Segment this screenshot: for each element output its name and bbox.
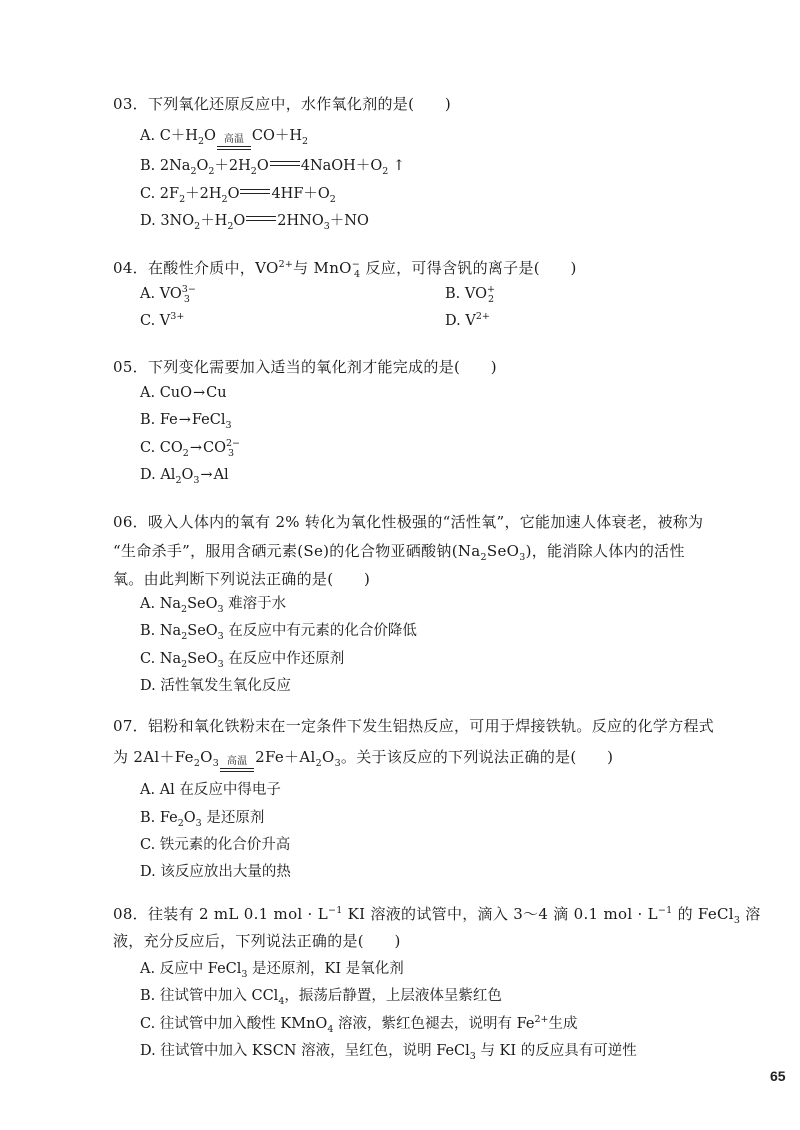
option-d[interactable]: D. $3NO_2+H_2O$ $2HNO_3+NO$: [140, 213, 369, 232]
option-d[interactable]: D. 该反应放出大量的热: [140, 864, 291, 880]
reaction-condition: 高温: [217, 135, 251, 150]
option-b[interactable]: B. Fe→FeCl$_3$: [140, 412, 232, 431]
option-c[interactable]: C. $V^{3+}$: [140, 311, 185, 329]
option-a[interactable]: A. $Na_2SeO_3$ 难溶于水: [140, 596, 287, 615]
option-a[interactable]: A. $C+H_2O$ 高温 $CO+H_2$: [140, 124, 308, 150]
option-c[interactable]: C. 铁元素的化合价升高: [140, 837, 291, 853]
option-a[interactable]: A. Al 在反应中得电子: [140, 782, 281, 798]
question-stem: 04．在酸性介质中，$VO^{2+}$与 MnO−$_4$ 反应，可得含钒的离子是( ): [113, 259, 577, 280]
option-b[interactable]: B. $Na_2SeO_3$ 在反应中有元素的化合价降低: [140, 623, 417, 642]
question-stem-line: 为 $2Al+Fe_2O_3$ 高温 $2Fe+Al_2O_3$。关于该反应的下列说法正确的是( ): [113, 746, 613, 772]
arrow-icon: →: [178, 412, 191, 428]
reaction-condition: 高温: [220, 757, 254, 772]
option-b[interactable]: B. $Fe_2O_3$ 是还原剂: [140, 810, 265, 829]
question-stem-line: 08．往装有 2 mL 0.1 mol · $L^{-1}$ KI 溶液的试管中，滴入 3～4 滴 0.1 mol · $L^{-1}$ 的 FeCl$_3$ 溶: [113, 905, 761, 926]
option-c[interactable]: C. $2F_2+2H_2O$ $4HF+O_2$: [140, 186, 336, 205]
option-b[interactable]: B. 往试管中加入 CCl$_4$，振荡后静置，上层液体呈紫红色: [140, 988, 502, 1007]
question-stem-line: 07．铝粉和氧化铁粉末在一定条件下发生铝热反应，可用于焊接铁轨。反应的化学方程式: [113, 717, 715, 735]
question-stem: 05．下列变化需要加入适当的氧化剂才能完成的是( ): [113, 358, 497, 376]
page-number: 65: [770, 1068, 786, 1084]
option-b[interactable]: B. $VO^+_2$: [445, 284, 495, 305]
option-c[interactable]: C. 往试管中加入酸性 KMnO$_4$ 溶液，紫红色褪去，说明有 $Fe^{2+}$生成: [140, 1014, 578, 1035]
option-d[interactable]: D. 活性氧发生氧化反应: [140, 678, 291, 694]
arrow-icon: →: [200, 467, 213, 483]
option-d[interactable]: D. $V^{2+}$: [445, 311, 490, 329]
question-stem-line: 06．吸入人体内的氧有 2% 转化为氧化性极强的“活性氧”，它能加速人体衰老，被称为: [113, 513, 704, 531]
question-stem-line: 液，充分反应后，下列说法正确的是( ): [113, 932, 401, 950]
arrow-icon: →: [189, 440, 202, 456]
option-b[interactable]: B. $2Na_2O_2+2H_2O$ $4NaOH+O_2$ ↑: [140, 158, 406, 177]
arrow-icon: →: [193, 385, 206, 401]
option-c[interactable]: C. $Na_2SeO_3$ 在反应中作还原剂: [140, 651, 345, 670]
option-a[interactable]: A. 反应中 FeCl$_3$ 是还原剂，KI 是氧化剂: [140, 961, 404, 980]
option-d[interactable]: D. $Al_2O_3\to Al$: [140, 467, 229, 486]
question-stem-line: 氧。由此判断下列说法正确的是( ): [113, 570, 371, 588]
option-d[interactable]: D. 往试管中加入 KSCN 溶液，呈红色，说明 FeCl$_3$ 与 KI 的反应具有可逆性: [140, 1043, 637, 1062]
gas-arrow-icon: ↑: [392, 158, 406, 174]
question-stem-line: “生命杀手”，服用含硒元素(Se)的化合物亚硒酸钠$(Na_2SeO_3)$，能消除人体内的活性: [113, 542, 685, 563]
option-a[interactable]: A. CuO→Cu: [140, 385, 227, 401]
question-stem: 03．下列氧化还原反应中，水作氧化剂的是( ): [113, 95, 451, 113]
option-c[interactable]: C. $CO_2\to CO^{2-}_3$: [140, 438, 240, 459]
option-a[interactable]: A. $VO^{3-}_3$: [140, 284, 196, 305]
